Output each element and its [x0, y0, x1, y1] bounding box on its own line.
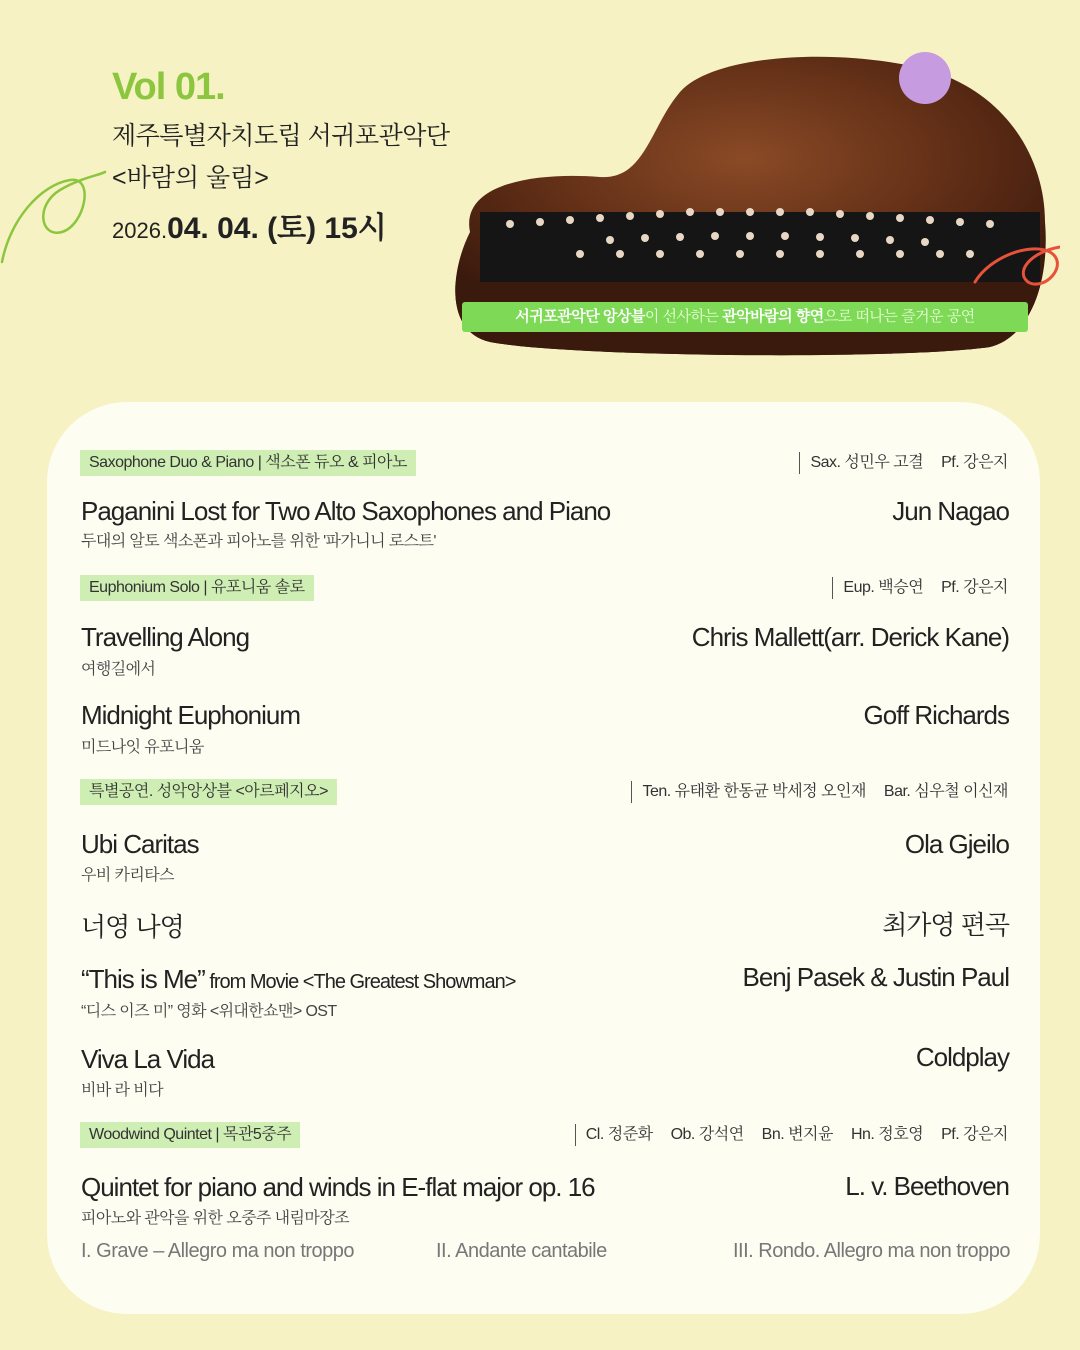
piece-korean-title: 두대의 알토 색소폰과 피아노를 위한 '파가니니 로스트': [81, 533, 436, 550]
performer: Eup. 백승연: [843, 579, 924, 596]
performer: Bn. 변지윤: [761, 1126, 833, 1143]
piece-korean-title: “디스 이즈 미” 영화 <위대한쇼맨> OST: [81, 1003, 337, 1020]
piece-title: Ubi Caritas: [81, 829, 199, 859]
concert-date: [112, 203, 387, 247]
date-day-time: 04. 04. (토) 15시: [167, 212, 387, 245]
piece-korean-title: 우비 카리타스: [81, 867, 174, 884]
piece-title: Midnight Euphonium: [81, 700, 301, 730]
section-tag-woodwind-quintet: Woodwind Quintet | 목관5중주: [80, 1122, 300, 1148]
piece-korean-title: 피아노와 관악을 위한 오중주 내림마장조: [81, 1210, 349, 1227]
piece-title: 너영 나영: [81, 912, 184, 942]
piece-title: Travelling Along: [81, 622, 250, 652]
performer: Pf. 강은지: [941, 454, 1008, 471]
piece-composer: 최가영 편곡: [882, 910, 1009, 940]
concert-title: <바람의 울림>: [112, 164, 269, 192]
performer: Ob. 강석연: [670, 1126, 744, 1143]
section-tag-euphonium: Euphonium Solo | 유포니움 솔로: [80, 575, 314, 601]
piece-korean-title: 미드나잇 유포니움: [81, 739, 204, 756]
section-tag-vocal-ensemble: 특별공연. 성악앙상블 <아르페지오>: [80, 779, 337, 805]
performer: Ten. 유태환 한동균 박세정 오인재: [642, 783, 866, 800]
piece-composer: L. v. Beethoven: [845, 1171, 1009, 1201]
organization-name: 제주특별자치도립 서귀포관악단: [112, 122, 450, 150]
movement-3: III. Rondo. Allegro ma non troppo: [732, 1240, 1010, 1262]
piece-composer: Goff Richards: [863, 700, 1009, 730]
performer: Sax. 성민우 고결: [810, 454, 924, 471]
piece-title: Paganini Lost for Two Alto Saxophones and Piano: [81, 496, 611, 526]
performer: Hn. 정호영: [850, 1126, 924, 1143]
piece-composer: Chris Mallett(arr. Derick Kane): [691, 622, 1009, 652]
section-tag-saxophone: Saxophone Duo & Piano | 색소폰 듀오 & 피아노: [80, 450, 416, 476]
piece-composer: Ola Gjeilo: [904, 829, 1009, 859]
piece-korean-title: 여행길에서: [81, 661, 156, 678]
piece-composer: Jun Nagao: [892, 496, 1009, 526]
piece-korean-title: 비바 라 비다: [81, 1082, 163, 1099]
photo-caption: [462, 302, 1028, 332]
performer: Pf. 강은지: [941, 1126, 1008, 1143]
caption-highlight: 관악바람의 향연: [722, 308, 824, 325]
piece-composer: Benj Pasek & Justin Paul: [742, 962, 1009, 992]
piece-title-suffix: from Movie <The Greatest Showman>: [204, 971, 516, 993]
performer: Bar. 심우철 이신재: [883, 783, 1008, 800]
piece-title: [81, 964, 515, 995]
performers-vocal-ensemble: [631, 781, 1008, 803]
piece-composer: Coldplay: [915, 1042, 1009, 1072]
performers-woodwind-quintet: [575, 1124, 1008, 1146]
performers-euphonium: [832, 577, 1008, 599]
performers-saxophone: [799, 452, 1008, 474]
movement-1: I. Grave – Allegro ma non troppo: [81, 1240, 355, 1262]
movement-2: II. Andante cantabile: [436, 1240, 607, 1262]
piece-title-main: “This is Me”: [81, 964, 205, 994]
caption-text-2: 으로 떠나는 즐거운 공연: [823, 308, 975, 325]
performer: Cl. 정준화: [585, 1126, 653, 1143]
date-year: 2026.: [112, 218, 168, 243]
piece-title: Viva La Vida: [81, 1044, 215, 1074]
performer: Pf. 강은지: [941, 579, 1008, 596]
piece-title: Quintet for piano and winds in E-flat major op. 16: [81, 1172, 595, 1202]
caption-text-1: 이 선사하는: [644, 308, 723, 325]
caption-ensemble: 서귀포관악단 앙상블: [515, 308, 645, 325]
volume-label: Vol 01.: [112, 66, 225, 108]
